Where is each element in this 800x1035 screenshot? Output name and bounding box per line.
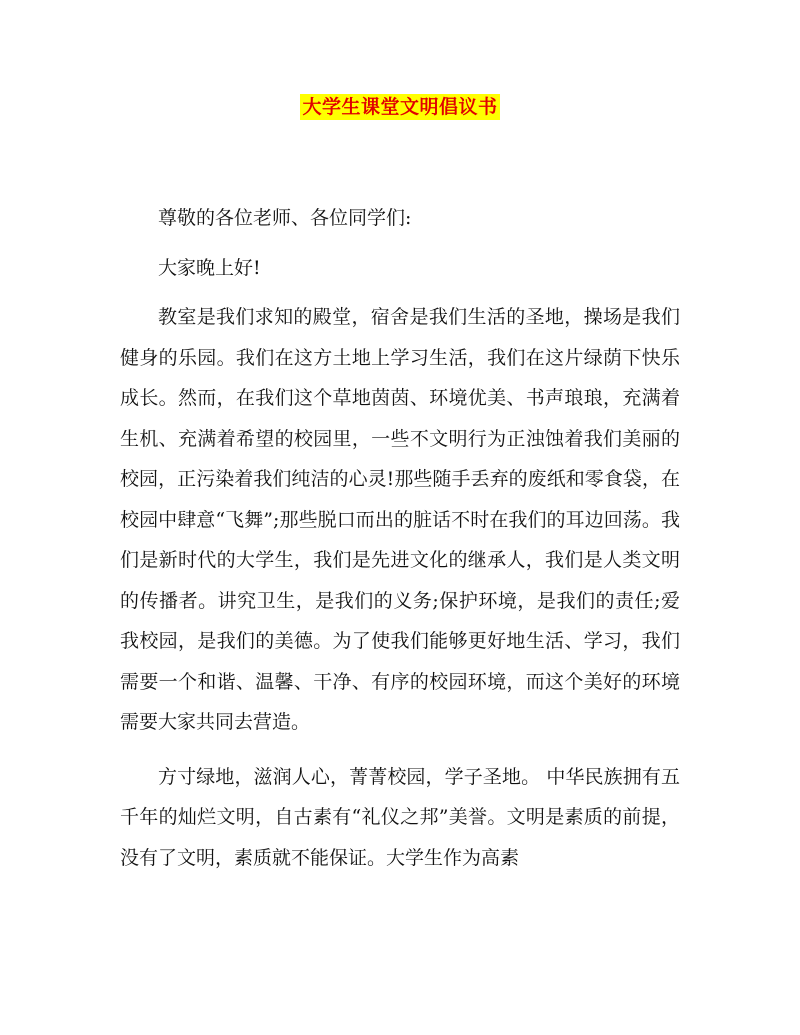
paragraph-1: 教室是我们求知的殿堂，宿舍是我们生活的圣地，操场是我们健身的乐园。我们在这方土地上学习生活，我们在这片绿荫下快乐成长。然而，在我们这个草地茵茵、环境优美、书声琅琅，充满着生机、充满着希望的校园里，一些不文明行为正浊蚀着我们美丽的校园，正污染着我们纯洁的心灵!那些随手丢弃的废纸和零食袋，在校园中肆意“飞舞”;那些脱口而出的脏话不时在我们的耳边回荡。我们是新时代的大学生，我们是先进文化的继承人，我们是人类文明的传播者。讲究卫生，是我们的义务;保护环境，是我们的责任;爱我校园，是我们的美德。为了使我们能够更好地生活、学习，我们需要一个和谐、温馨、干净、有序的校园环境，而这个美好的环境需要大家共同去营造。 bbox=[120, 306, 680, 733]
greeting: 大家晚上好! bbox=[158, 256, 261, 279]
salutation: 尊敬的各位老师、各位同学们: bbox=[158, 207, 412, 229]
document-title: 大学生课堂文明倡议书 bbox=[302, 96, 498, 118]
paragraph-2: 方寸绿地，滋润人心，菁菁校园，学子圣地。 中华民族拥有五千年的灿烂文明，自古素有“礼仪之邦”美誉。文明是素质的前提，没有了文明，素质就不能保证。大学生作为高素 bbox=[120, 765, 680, 869]
title-container bbox=[0, 94, 800, 120]
document-body bbox=[120, 198, 680, 878]
